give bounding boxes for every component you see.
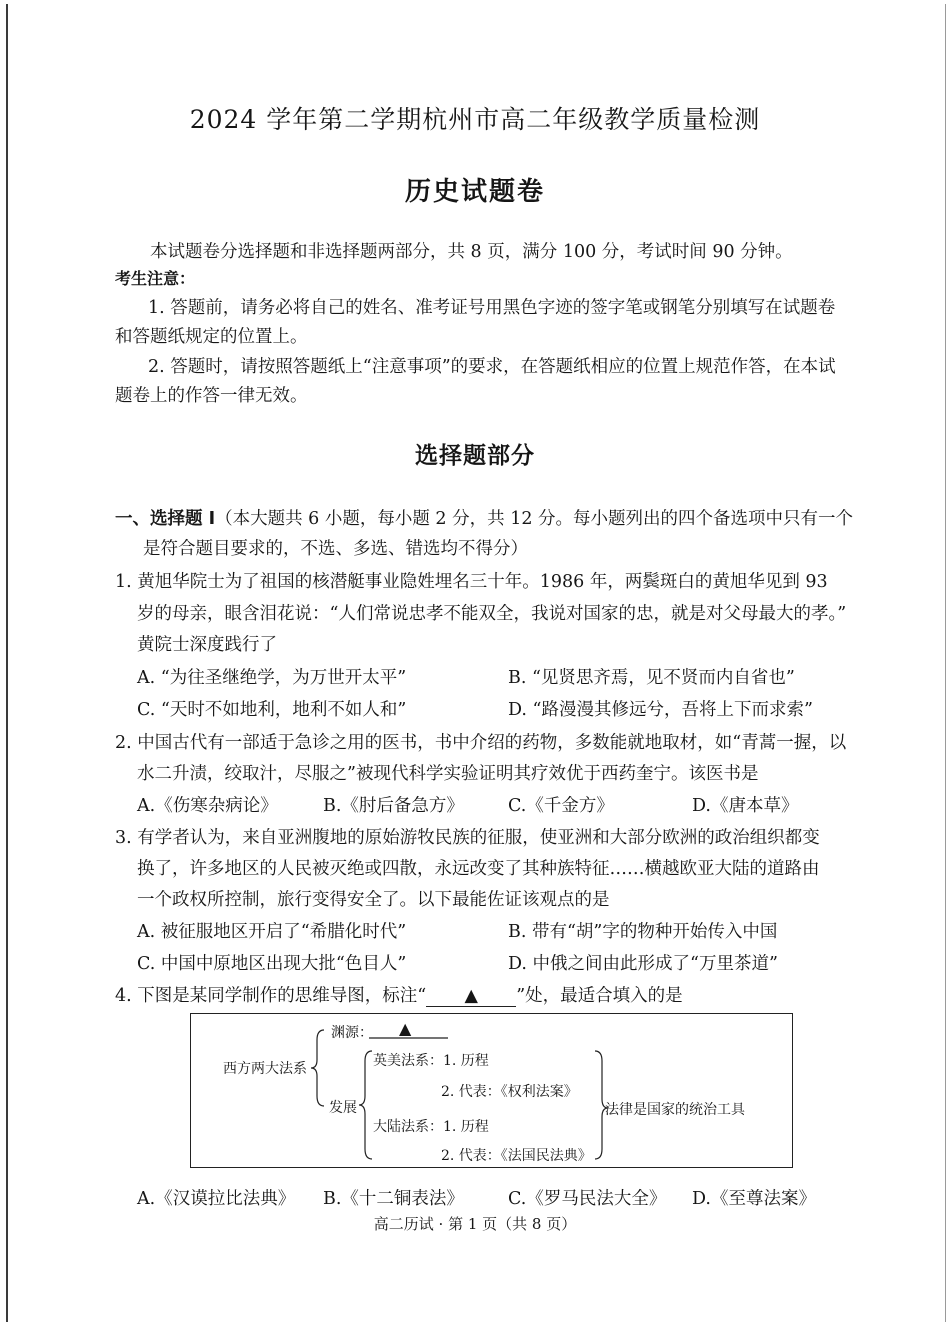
q1-stem-line3: 黄院士深度践行了 — [137, 635, 277, 655]
q4-stem — [115, 982, 683, 1007]
mindmap-anglo-representative: 2. 代表：《权利法案》 — [441, 1084, 578, 1100]
subject-title: 历史试题卷 — [404, 177, 545, 207]
notice-item1-line2: 和答题纸规定的位置上。 — [115, 327, 308, 347]
q4-option-a[interactable]: A.《汉谟拉比法典》 — [137, 1189, 296, 1209]
section-title: 选择题部分 — [415, 443, 535, 469]
q3-option-c[interactable]: C. 中国中原地区出现大批“色目人” — [137, 954, 407, 974]
mindmap-origin-blank: ▲ — [399, 1019, 412, 1038]
page-footer: 高二历试 · 第 1 页（共 8 页） — [373, 1215, 577, 1233]
q1-option-a[interactable]: A. “为往圣继绝学，为万世开太平” — [137, 668, 407, 688]
q2-stem-line2: 水二升渍，绞取汁，尽服之”被现代科学实验证明其疗效优于西药奎宁。该医书是 — [137, 764, 759, 784]
q3-option-b[interactable]: B. 带有“胡”字的物种开始传入中国 — [508, 922, 778, 942]
intro-text: 本试题卷分选择题和非选择题两部分，共 8 页，满分 100 分，考试时间 90 分钟。 — [150, 242, 793, 262]
mindmap-anglo-american: 英美法系：1. 历程 — [373, 1053, 489, 1069]
part1-desc-line1: （本大题共 6 小题，每小题 2 分，共 12 分。每小题列出的四个备选项中只有一个 — [215, 509, 854, 529]
mindmap-root: 西方两大法系 — [223, 1061, 307, 1077]
mindmap-conclusion: 法律是国家的统治工具 — [605, 1102, 745, 1118]
q4-blank: ▲ — [426, 986, 516, 1007]
q1-stem-line2: 岁的母亲，眼含泪花说：“人们常说忠孝不能双全，我说对国家的忠，就是对父母最大的孝。” — [137, 604, 847, 624]
exam-title: 2024 学年第二学期杭州市高二年级教学质量检测 — [189, 105, 761, 134]
root-brace — [311, 1030, 324, 1106]
notice-item2-line2: 题卷上的作答一律无效。 — [115, 386, 308, 406]
q3-option-a[interactable]: A. 被征服地区开启了“希腊化时代” — [137, 922, 407, 942]
q3-stem-line3: 一个政权所控制，旅行变得安全了。以下最能佐证该观点的是 — [137, 890, 610, 910]
q3-stem-line1: 3. 有学者认为，来自亚洲腹地的原始游牧民族的征服，使亚洲和大部分欧洲的政治组织都变 — [115, 828, 820, 848]
q2-option-b[interactable]: B.《肘后备急方》 — [323, 796, 464, 816]
part1-label: 一、选择题 Ⅰ — [115, 509, 216, 529]
q3-option-d[interactable]: D. 中俄之间由此形成了“万里茶道” — [508, 954, 778, 974]
mind-map — [190, 1013, 793, 1168]
q4-stem-prefix: 4. 下图是某同学制作的思维导图，标注“ — [115, 986, 427, 1006]
mindmap-origin-label: 渊源： — [331, 1025, 373, 1041]
part1-desc-line2: 是符合题目要求的，不选、多选、错选均不得分） — [143, 539, 528, 559]
q1-option-b[interactable]: B. “见贤思齐焉，见不贤而内自省也” — [508, 668, 795, 688]
q4-option-b[interactable]: B.《十二铜表法》 — [323, 1189, 464, 1209]
notice-item2-line1: 2. 答题时，请按照答题纸上“注意事项”的要求，在答题纸相应的位置上规范作答，在本试 — [148, 357, 836, 377]
notice-item1-line1: 1. 答题前，请务必将自己的姓名、准考证号用黑色字迹的签字笔或钢笔分别填写在试题卷 — [148, 298, 836, 318]
q1-option-c[interactable]: C. “天时不如地利，地利不如人和” — [137, 700, 407, 720]
development-brace — [359, 1051, 372, 1159]
mindmap-development-label: 发展 — [329, 1100, 357, 1116]
q2-option-a[interactable]: A.《伤寒杂病论》 — [137, 796, 278, 816]
part1-header — [115, 505, 853, 530]
q4-stem-suffix: ”处，最适合填入的是 — [516, 986, 683, 1006]
notice-heading: 考生注意： — [115, 269, 196, 288]
q4-option-c[interactable]: C.《罗马民法大全》 — [508, 1189, 667, 1209]
mindmap-continental-representative: 2. 代表：《法国民法典》 — [441, 1148, 592, 1164]
q2-option-d[interactable]: D.《唐本草》 — [692, 796, 799, 816]
q4-option-d[interactable]: D.《至尊法案》 — [692, 1189, 816, 1209]
q1-option-d[interactable]: D. “路漫漫其修远兮，吾将上下而求索” — [508, 700, 813, 720]
mindmap-continental: 大陆法系：1. 历程 — [373, 1119, 489, 1135]
q1-stem-line1: 1. 黄旭华院士为了祖国的核潜艇事业隐姓埋名三十年。1986 年，两鬓斑白的黄旭华见到 93 — [115, 572, 828, 592]
q2-option-c[interactable]: C.《千金方》 — [508, 796, 614, 816]
q2-stem-line1: 2. 中国古代有一部适于急诊之用的医书，书中介绍的药物，多数能就地取材，如“青蒿一握，以 — [115, 733, 847, 753]
q3-stem-line2: 换了，许多地区的人民被灭绝或四散，永远改变了其种族特征……横越欧亚大陆的道路由 — [137, 859, 820, 879]
